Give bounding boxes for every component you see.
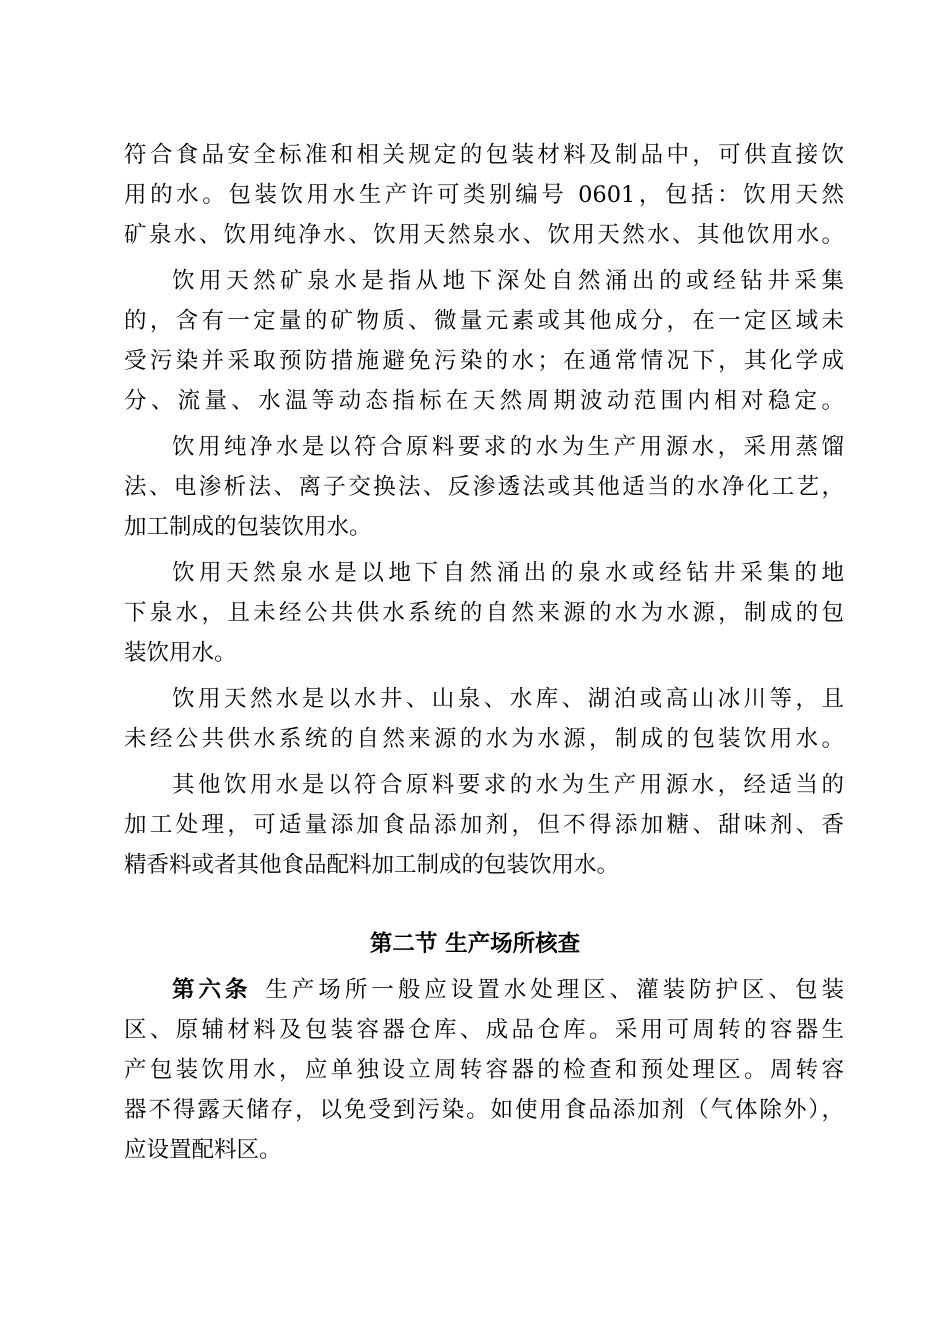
purified-line-2: 法、电渗析法、离子交换法、反渗透法或其他适当的水净化工艺， — [124, 474, 844, 500]
other-line-1: 其他饮用水是以符合原料要求的水为生产用源水，经适当的 — [172, 772, 844, 798]
purified-line-1: 饮用纯净水是以符合原料要求的水为生产用源水，采用蒸馏 — [172, 434, 844, 460]
article6-line-1-text: 生产场所一般应设置水处理区、灌装防护区、包装 — [265, 977, 844, 1003]
spring-line-1: 饮用天然泉水是以地下自然涌出的泉水或经钻井采集的地 — [172, 560, 844, 586]
natural-line-1: 饮用天然水是以水井、山泉、水库、湖泊或高山冰川等，且 — [172, 686, 844, 712]
mineral-line-1: 饮用天然矿泉水是指从地下深处自然涌出的或经钻井采集 — [172, 268, 844, 294]
article6-label: 第六条 — [172, 977, 252, 1003]
article6-line-5: 应设置配料区。 — [124, 1137, 282, 1163]
other-line-3: 精香料或者其他食品配料加工制成的包装饮用水。 — [124, 852, 620, 878]
mineral-line-4: 分、流量、水温等动态指标在天然周期波动范围内相对稳定。 — [124, 388, 844, 414]
article6-line-1 — [172, 970, 844, 1010]
section-heading: 第二节 生产场所核查 — [369, 931, 581, 957]
spring-line-2: 下泉水，且未经公共供水系统的自然来源的水为水源，制成的包 — [124, 600, 844, 626]
mineral-line-2: 的，含有一定量的矿物质、微量元素或其他成分，在一定区域未 — [124, 308, 844, 334]
intro-line-2: 用的水。包装饮用水生产许可类别编号 0601，包括：饮用天然 — [124, 182, 844, 208]
spring-line-3: 装饮用水。 — [124, 640, 237, 666]
article6-line-3: 产包装饮用水，应单独设立周转容器的检查和预处理区。周转容 — [124, 1057, 844, 1083]
purified-line-3: 加工制成的包装饮用水。 — [124, 514, 372, 540]
article6-line-2: 区、原辅材料及包装容器仓库、成品仓库。采用可周转的容器生 — [124, 1017, 844, 1043]
article6-line-4: 器不得露天储存，以免受到污染。如使用食品添加剂（气体除外）， — [124, 1097, 844, 1123]
other-line-2: 加工处理，可适量添加食品添加剂，但不得添加糖、甜味剂、香 — [124, 812, 844, 838]
mineral-line-3: 受污染并采取预防措施避免污染的水；在通常情况下，其化学成 — [124, 348, 844, 374]
intro-line-1: 符合食品安全标准和相关规定的包装材料及制品中，可供直接饮 — [124, 142, 844, 168]
intro-line-3: 矿泉水、饮用纯净水、饮用天然泉水、饮用天然水、其他饮用水。 — [124, 222, 844, 248]
natural-line-2: 未经公共供水系统的自然来源的水为水源，制成的包装饮用水。 — [124, 726, 844, 752]
